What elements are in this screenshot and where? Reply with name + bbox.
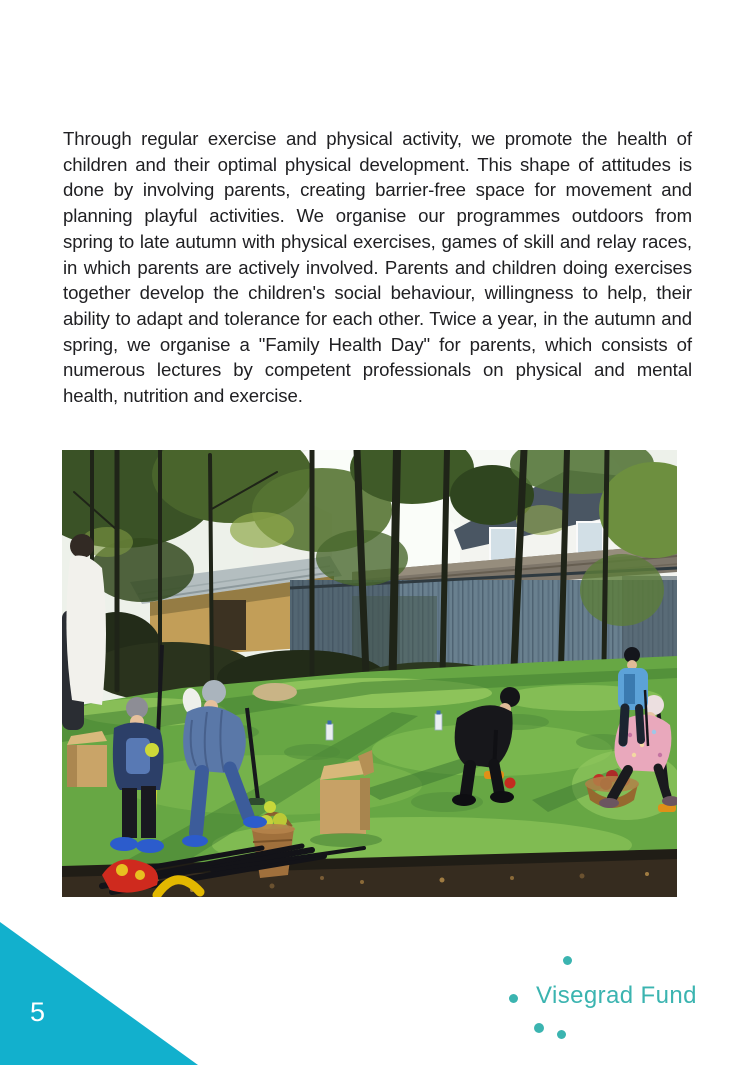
- visegrad-fund-logo-text: Visegrad Fund: [536, 982, 697, 1009]
- visegrad-logo-dot-icon: [563, 956, 572, 965]
- page-number: 5: [30, 997, 46, 1027]
- visegrad-logo-dot-icon: [557, 1030, 566, 1039]
- body-paragraph: Through regular exercise and physical activity, we promote the health of children and their optimal physical development. This shape of attitudes is done by involving parents, creating barrier-free space for movement and planning playful activities. We organise our programmes outdoors from spring to late autumn with physical exercises, games of skill and relay races, in which parents are actively involved. Parents and children doing exercises together develop the children's social behaviour, willingness to help, their ability to adapt and tolerance for each other. Twice a year, in the autumn and spring, we organise a "Family Health Day" for parents, which consists of numerous lectures by competent professionals on physical and mental health, nutrition and exercise.: [63, 128, 692, 407]
- activity-photo: [62, 450, 677, 897]
- visegrad-logo-dot-icon: [534, 1023, 544, 1033]
- corner-accent-triangle: [0, 920, 198, 1065]
- visegrad-logo-dot-icon: [509, 994, 518, 1003]
- visegrad-fund-logo: [505, 948, 705, 1048]
- activity-photo-illustration: [62, 450, 677, 897]
